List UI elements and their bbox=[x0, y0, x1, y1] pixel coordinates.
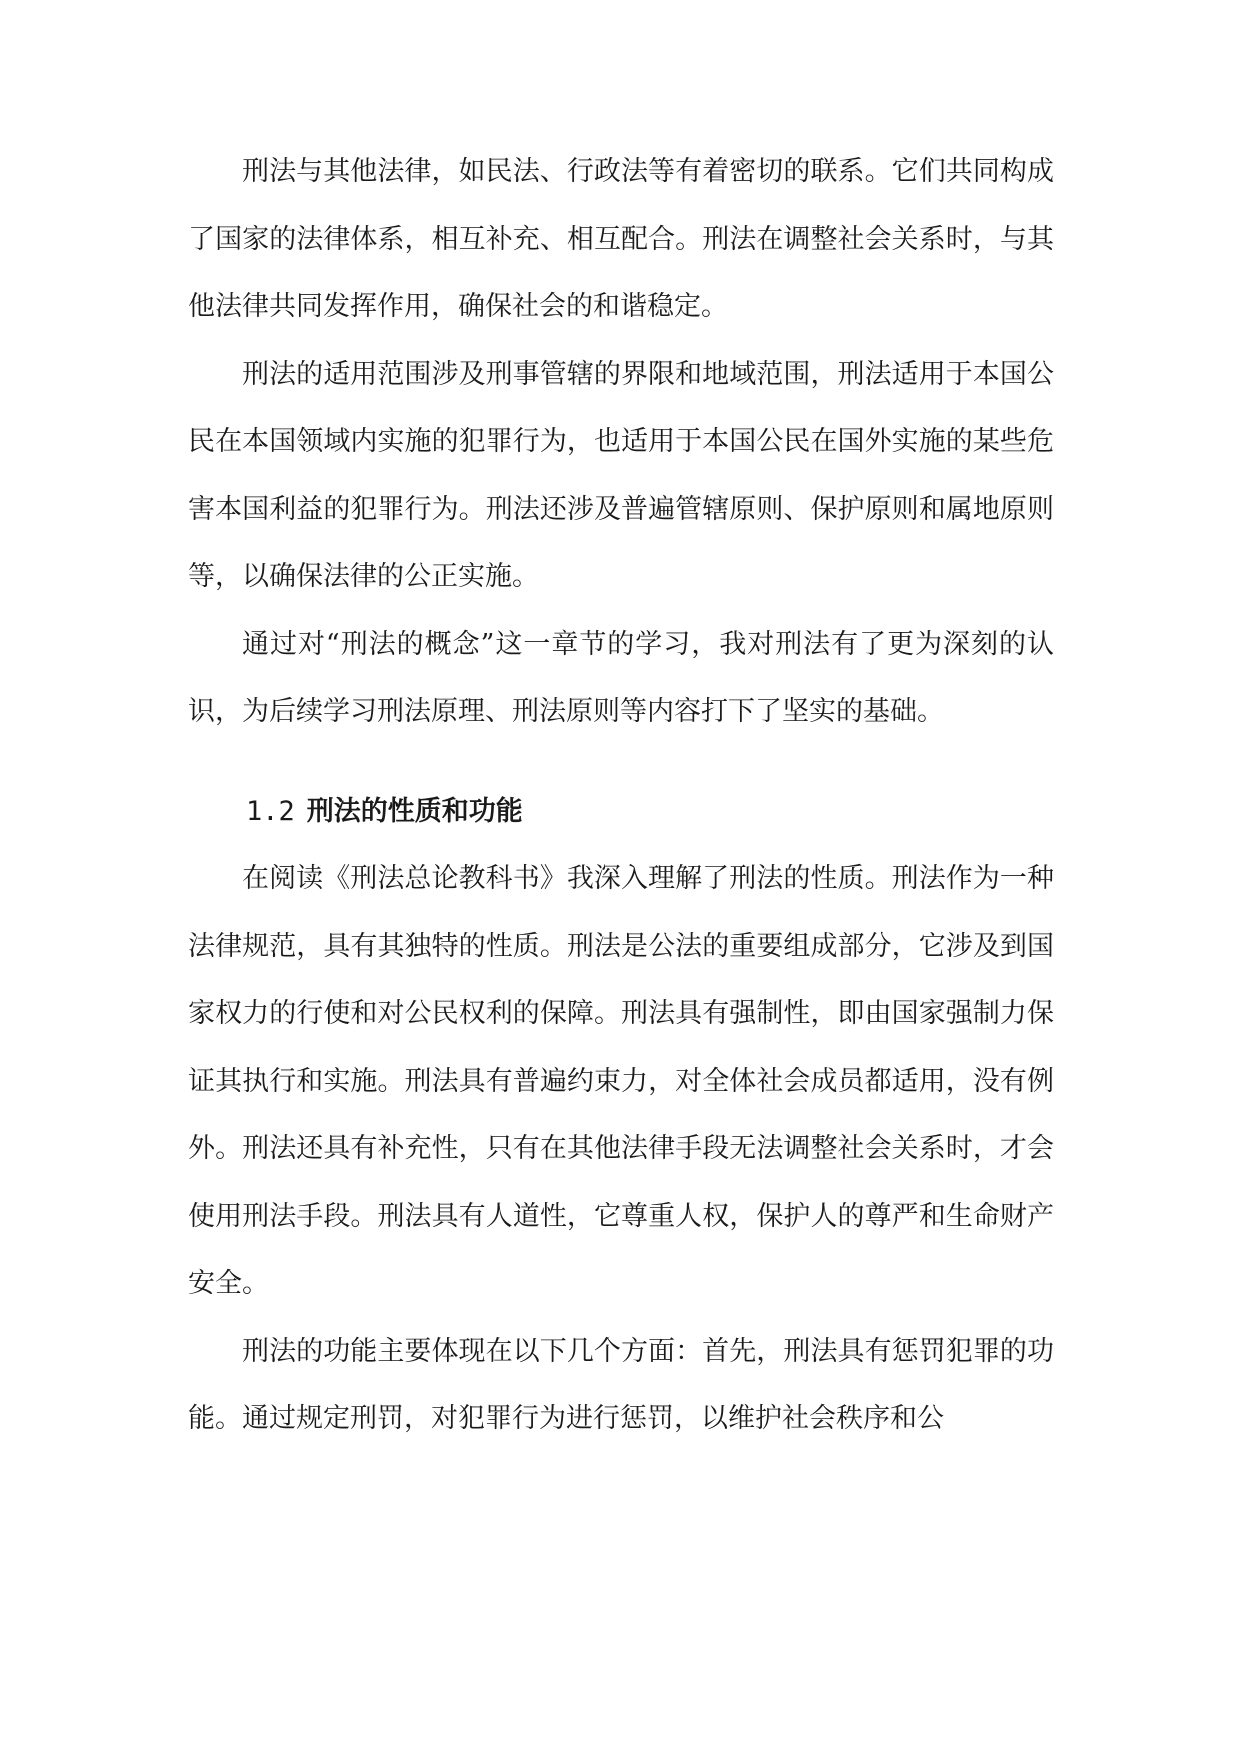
section-title: 刑法的性质和功能 bbox=[306, 795, 523, 827]
paragraph-functions-of-criminal-law: 刑法的功能主要体现在以下几个方面：首先，刑法具有惩罚犯罪的功能。通过规定刑罚，对犯罪行为进行惩罚，以维护社会秩序和公 bbox=[188, 1335, 1054, 1434]
document-body bbox=[188, 138, 1054, 1453]
paragraph-legal-relations: 刑法与其他法律，如民法、行政法等有着密切的联系。它们共同构成了国家的法律体系，相互补充、相互配合。刑法在调整社会关系时，与其他法律共同发挥作用，确保社会的和谐稳定。 bbox=[188, 156, 1054, 322]
paragraph-scope-of-application: 刑法的适用范围涉及刑事管辖的界限和地域范围，刑法适用于本国公民在本国领域内实施的犯罪行为，也适用于本国公民在国外实施的某些危害本国利益的犯罪行为。刑法还涉及普遍管辖原则、保护原则和属地原则等，以确保法律的公正实施。 bbox=[188, 358, 1054, 592]
section-number: 1.2 bbox=[246, 795, 295, 827]
section-heading bbox=[188, 778, 1054, 846]
paragraph-nature-of-criminal-law: 在阅读《刑法总论教科书》我深入理解了刑法的性质。刑法作为一种法律规范，具有其独特的性质。刑法是公法的重要组成部分，它涉及到国家权力的行使和对公民权利的保障。刑法具有强制性，即由国家强制力保证其执行和实施。刑法具有普遍约束力，对全体社会成员都适用，没有例外。刑法还具有补充性，只有在其他法律手段无法调整社会关系时，才会使用刑法手段。刑法具有人道性，它尊重人权，保护人的尊严和生命财产安全。 bbox=[188, 863, 1054, 1299]
paragraph-chapter-summary: 通过对“刑法的概念”这一章节的学习，我对刑法有了更为深刻的认识，为后续学习刑法原理、刑法原则等内容打下了坚实的基础。 bbox=[188, 628, 1054, 727]
